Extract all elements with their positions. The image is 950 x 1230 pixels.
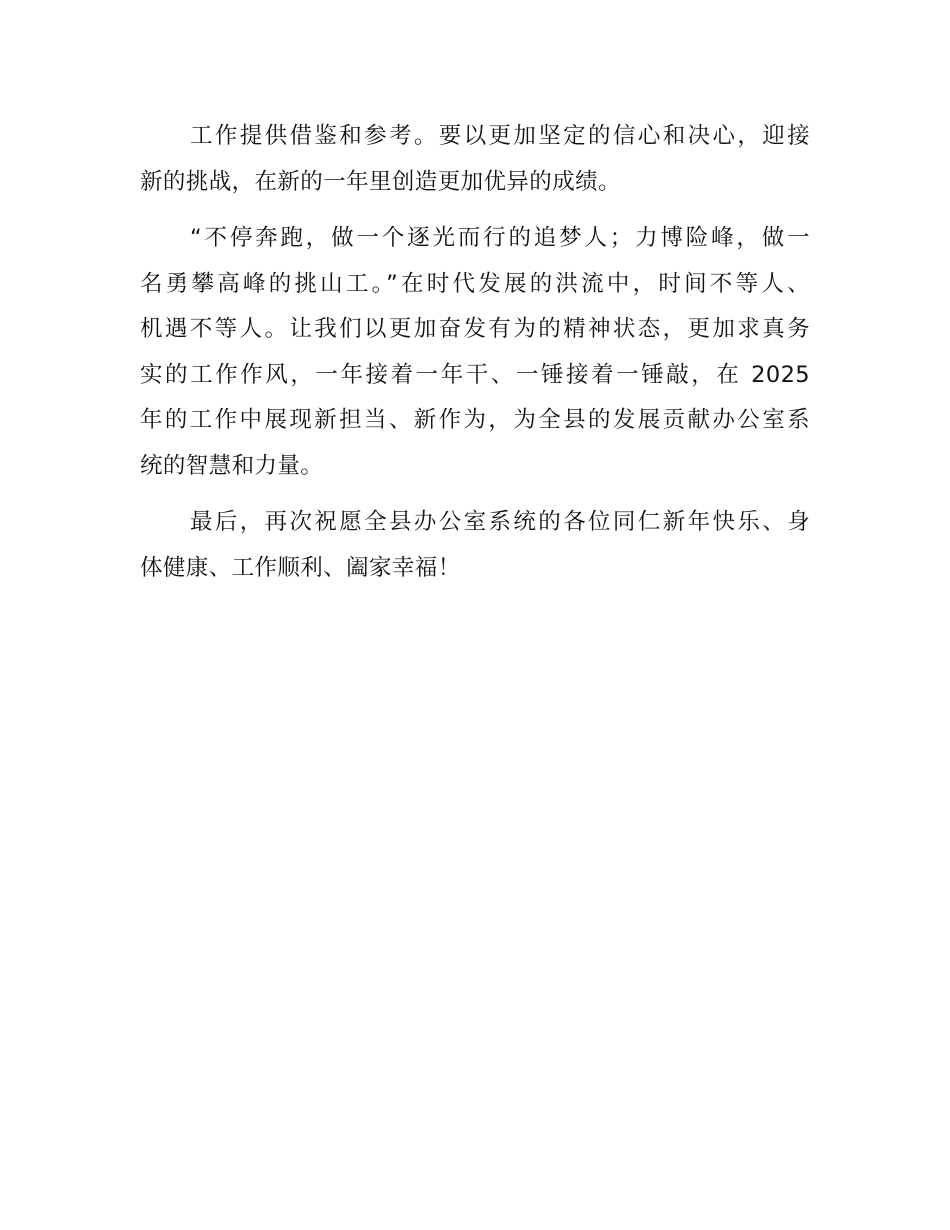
text-line: 工作提供借鉴和参考。要以更加坚定的信心和决心，迎接	[190, 123, 810, 149]
paragraph-quote-call-to-action	[140, 216, 810, 489]
paragraph-closing-reference	[140, 114, 810, 205]
text-line: 机遇不等人。让我们以更加奋发有为的精神状态，更加求真务	[140, 316, 810, 342]
text-line: “不停奔跑，做一个逐光而行的追梦人；力博险峰，做一	[190, 225, 810, 251]
document-body	[140, 114, 810, 602]
text-line: 最后，再次祝愿全县办公室系统的各位同仁新年快乐、身	[190, 509, 810, 535]
text-line: 年的工作中展现新担当、新作为，为全县的发展贡献办公室系	[140, 407, 810, 433]
text-line: 实的工作作风，一年接着一年干、一锤接着一锤敲，在 2025	[140, 361, 810, 388]
text-line: 名勇攀高峰的挑山工。”在时代发展的洪流中，时间不等人、	[140, 270, 810, 297]
text-line: 新的挑战，在新的一年里创造更加优异的成绩。	[140, 168, 621, 195]
text-line: 体健康、工作顺利、阖家幸福！	[140, 554, 461, 581]
paragraph-new-year-wishes	[140, 500, 810, 591]
text-line: 统的智慧和力量。	[140, 452, 324, 479]
